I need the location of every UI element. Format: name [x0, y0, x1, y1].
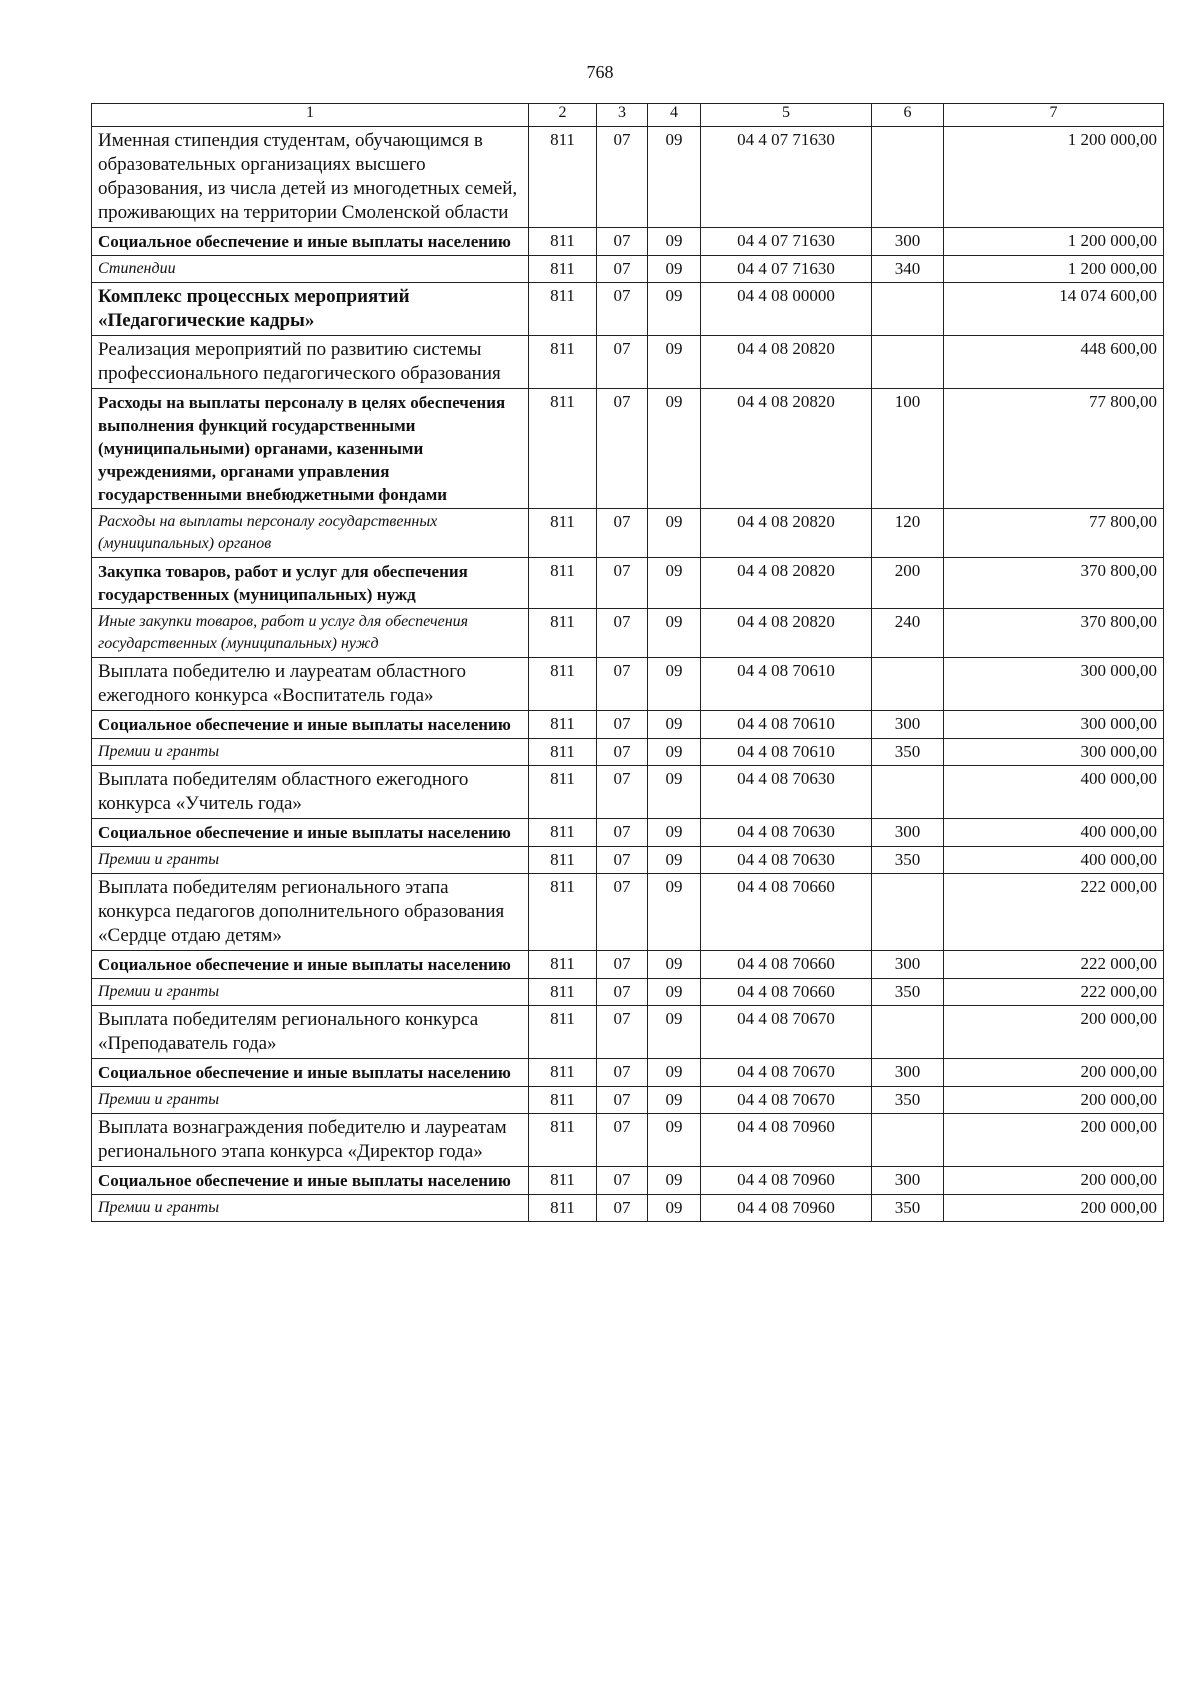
- row-name-cell: Социальное обеспечение и иные выплаты населению: [92, 1167, 529, 1195]
- row-target-article-cell: 04 4 07 71630: [701, 228, 872, 256]
- row-subsection-code-cell: 09: [648, 127, 701, 228]
- row-ministry-code-cell: 811: [529, 847, 597, 874]
- row-subsection-code-cell: 09: [648, 658, 701, 711]
- row-ministry-code-cell: 811: [529, 951, 597, 979]
- row-amount-cell: 77 800,00: [944, 509, 1164, 558]
- row-name-cell: Социальное обеспечение и иные выплаты населению: [92, 228, 529, 256]
- row-subsection-code-cell: 09: [648, 1114, 701, 1167]
- row-name-cell: Социальное обеспечение и иные выплаты населению: [92, 819, 529, 847]
- row-ministry-code-cell: 811: [529, 819, 597, 847]
- row-name-cell: Премии и гранты: [92, 979, 529, 1006]
- row-section-code-cell: 07: [597, 127, 648, 228]
- row-name-cell: Закупка товаров, работ и услуг для обеспечения государственных (муниципальных) нужд: [92, 558, 529, 609]
- row-target-article-cell: 04 4 08 70610: [701, 658, 872, 711]
- row-section-code-cell: 07: [597, 819, 648, 847]
- row-subsection-code-cell: 09: [648, 228, 701, 256]
- row-target-article-cell: 04 4 08 20820: [701, 609, 872, 658]
- row-section-code-cell: 07: [597, 739, 648, 766]
- table-row: [92, 874, 1164, 951]
- table-row: [92, 389, 1164, 509]
- row-ministry-code-cell: 811: [529, 609, 597, 658]
- row-ministry-code-cell: 811: [529, 979, 597, 1006]
- row-expense-type-cell: 100: [872, 389, 944, 509]
- row-expense-type-cell: 300: [872, 1167, 944, 1195]
- column-header: 7: [944, 104, 1164, 127]
- row-ministry-code-cell: 811: [529, 1059, 597, 1087]
- row-subsection-code-cell: 09: [648, 739, 701, 766]
- row-target-article-cell: 04 4 08 20820: [701, 389, 872, 509]
- row-target-article-cell: 04 4 07 71630: [701, 256, 872, 283]
- row-amount-cell: 1 200 000,00: [944, 127, 1164, 228]
- row-ministry-code-cell: 811: [529, 711, 597, 739]
- row-name-cell: Премии и гранты: [92, 739, 529, 766]
- row-subsection-code-cell: 09: [648, 766, 701, 819]
- row-name-cell: Иные закупки товаров, работ и услуг для обеспечения государственных (муниципальных) нужд: [92, 609, 529, 658]
- row-target-article-cell: 04 4 08 70610: [701, 711, 872, 739]
- row-name-cell: Выплата победителям областного ежегодного конкурса «Учитель года»: [92, 766, 529, 819]
- row-amount-cell: 200 000,00: [944, 1006, 1164, 1059]
- table-row: [92, 951, 1164, 979]
- row-subsection-code-cell: 09: [648, 256, 701, 283]
- column-header: 2: [529, 104, 597, 127]
- row-ministry-code-cell: 811: [529, 1114, 597, 1167]
- table-row: [92, 819, 1164, 847]
- row-ministry-code-cell: 811: [529, 766, 597, 819]
- table-row: [92, 658, 1164, 711]
- row-subsection-code-cell: 09: [648, 1087, 701, 1114]
- row-subsection-code-cell: 09: [648, 1167, 701, 1195]
- row-amount-cell: 200 000,00: [944, 1195, 1164, 1222]
- row-expense-type-cell: 300: [872, 951, 944, 979]
- row-amount-cell: 400 000,00: [944, 847, 1164, 874]
- row-amount-cell: 222 000,00: [944, 951, 1164, 979]
- row-expense-type-cell: [872, 336, 944, 389]
- row-target-article-cell: 04 4 08 70610: [701, 739, 872, 766]
- row-section-code-cell: 07: [597, 874, 648, 951]
- table-row: [92, 256, 1164, 283]
- row-ministry-code-cell: 811: [529, 874, 597, 951]
- row-expense-type-cell: 300: [872, 711, 944, 739]
- row-target-article-cell: 04 4 08 70670: [701, 1059, 872, 1087]
- row-subsection-code-cell: 09: [648, 1059, 701, 1087]
- table-row: [92, 979, 1164, 1006]
- column-header: 1: [92, 104, 529, 127]
- row-section-code-cell: 07: [597, 609, 648, 658]
- table-row: [92, 1114, 1164, 1167]
- row-ministry-code-cell: 811: [529, 1167, 597, 1195]
- table-row: [92, 739, 1164, 766]
- row-name-cell: Выплата победителю и лауреатам областного ежегодного конкурса «Воспитатель года»: [92, 658, 529, 711]
- row-name-cell: Премии и гранты: [92, 847, 529, 874]
- row-name-cell: Премии и гранты: [92, 1087, 529, 1114]
- row-expense-type-cell: 200: [872, 558, 944, 609]
- row-subsection-code-cell: 09: [648, 1195, 701, 1222]
- row-name-cell: Выплата победителям регионального конкурса «Преподаватель года»: [92, 1006, 529, 1059]
- row-ministry-code-cell: 811: [529, 739, 597, 766]
- table-row: [92, 609, 1164, 658]
- table-row: [92, 1059, 1164, 1087]
- table-row: [92, 558, 1164, 609]
- row-target-article-cell: 04 4 07 71630: [701, 127, 872, 228]
- column-header: 3: [597, 104, 648, 127]
- row-section-code-cell: 07: [597, 1087, 648, 1114]
- row-subsection-code-cell: 09: [648, 1006, 701, 1059]
- row-target-article-cell: 04 4 08 70670: [701, 1087, 872, 1114]
- table-row: [92, 1087, 1164, 1114]
- row-target-article-cell: 04 4 08 70670: [701, 1006, 872, 1059]
- row-expense-type-cell: 240: [872, 609, 944, 658]
- row-name-cell: Реализация мероприятий по развитию системы профессионального педагогического образования: [92, 336, 529, 389]
- row-amount-cell: 1 200 000,00: [944, 256, 1164, 283]
- row-name-cell: Выплата победителям регионального этапа конкурса педагогов дополнительного образования «Сердце отдаю детям»: [92, 874, 529, 951]
- table-row: [92, 847, 1164, 874]
- row-section-code-cell: 07: [597, 1059, 648, 1087]
- table-row: [92, 127, 1164, 228]
- row-name-cell: Расходы на выплаты персоналу государственных (муниципальных) органов: [92, 509, 529, 558]
- row-amount-cell: 300 000,00: [944, 711, 1164, 739]
- row-expense-type-cell: [872, 874, 944, 951]
- row-subsection-code-cell: 09: [648, 711, 701, 739]
- row-section-code-cell: 07: [597, 1195, 648, 1222]
- table-body: [92, 127, 1164, 1222]
- row-name-cell: Социальное обеспечение и иные выплаты населению: [92, 1059, 529, 1087]
- row-name-cell: Комплекс процессных мероприятий «Педагогические кадры»: [92, 283, 529, 336]
- row-expense-type-cell: 300: [872, 819, 944, 847]
- table-row: [92, 336, 1164, 389]
- row-section-code-cell: 07: [597, 979, 648, 1006]
- row-target-article-cell: 04 4 08 20820: [701, 509, 872, 558]
- row-section-code-cell: 07: [597, 1006, 648, 1059]
- row-amount-cell: 200 000,00: [944, 1114, 1164, 1167]
- row-expense-type-cell: [872, 658, 944, 711]
- row-section-code-cell: 07: [597, 847, 648, 874]
- row-amount-cell: 200 000,00: [944, 1167, 1164, 1195]
- row-ministry-code-cell: 811: [529, 336, 597, 389]
- row-expense-type-cell: 120: [872, 509, 944, 558]
- row-amount-cell: 300 000,00: [944, 658, 1164, 711]
- row-subsection-code-cell: 09: [648, 847, 701, 874]
- row-target-article-cell: 04 4 08 70630: [701, 766, 872, 819]
- row-ministry-code-cell: 811: [529, 658, 597, 711]
- row-name-cell: Стипендии: [92, 256, 529, 283]
- row-ministry-code-cell: 811: [529, 127, 597, 228]
- row-expense-type-cell: [872, 1114, 944, 1167]
- row-expense-type-cell: [872, 766, 944, 819]
- row-ministry-code-cell: 811: [529, 509, 597, 558]
- row-amount-cell: 1 200 000,00: [944, 228, 1164, 256]
- row-ministry-code-cell: 811: [529, 1087, 597, 1114]
- row-amount-cell: 200 000,00: [944, 1087, 1164, 1114]
- row-amount-cell: 400 000,00: [944, 819, 1164, 847]
- row-ministry-code-cell: 811: [529, 256, 597, 283]
- row-section-code-cell: 07: [597, 509, 648, 558]
- row-subsection-code-cell: 09: [648, 283, 701, 336]
- row-subsection-code-cell: 09: [648, 951, 701, 979]
- row-expense-type-cell: 350: [872, 1195, 944, 1222]
- row-section-code-cell: 07: [597, 658, 648, 711]
- table-row: [92, 766, 1164, 819]
- row-ministry-code-cell: 811: [529, 228, 597, 256]
- row-amount-cell: 370 800,00: [944, 558, 1164, 609]
- row-amount-cell: 77 800,00: [944, 389, 1164, 509]
- row-amount-cell: 400 000,00: [944, 766, 1164, 819]
- row-target-article-cell: 04 4 08 70630: [701, 819, 872, 847]
- row-amount-cell: 200 000,00: [944, 1059, 1164, 1087]
- column-header: 6: [872, 104, 944, 127]
- row-section-code-cell: 07: [597, 1114, 648, 1167]
- row-section-code-cell: 07: [597, 766, 648, 819]
- row-expense-type-cell: [872, 1006, 944, 1059]
- row-target-article-cell: 04 4 08 70660: [701, 979, 872, 1006]
- row-target-article-cell: 04 4 08 70960: [701, 1167, 872, 1195]
- table-row: [92, 1195, 1164, 1222]
- row-section-code-cell: 07: [597, 951, 648, 979]
- row-expense-type-cell: [872, 127, 944, 228]
- row-section-code-cell: 07: [597, 1167, 648, 1195]
- row-subsection-code-cell: 09: [648, 874, 701, 951]
- row-expense-type-cell: 300: [872, 228, 944, 256]
- row-subsection-code-cell: 09: [648, 979, 701, 1006]
- table-row: [92, 283, 1164, 336]
- row-amount-cell: 300 000,00: [944, 739, 1164, 766]
- row-section-code-cell: 07: [597, 711, 648, 739]
- row-target-article-cell: 04 4 08 70960: [701, 1195, 872, 1222]
- row-expense-type-cell: [872, 283, 944, 336]
- row-subsection-code-cell: 09: [648, 389, 701, 509]
- row-section-code-cell: 07: [597, 389, 648, 509]
- row-name-cell: Социальное обеспечение и иные выплаты населению: [92, 951, 529, 979]
- row-target-article-cell: 04 4 08 70960: [701, 1114, 872, 1167]
- row-target-article-cell: 04 4 08 00000: [701, 283, 872, 336]
- column-header: 5: [701, 104, 872, 127]
- row-expense-type-cell: 300: [872, 1059, 944, 1087]
- row-subsection-code-cell: 09: [648, 336, 701, 389]
- row-amount-cell: 448 600,00: [944, 336, 1164, 389]
- row-amount-cell: 222 000,00: [944, 979, 1164, 1006]
- budget-table: [91, 103, 1164, 1222]
- row-name-cell: Расходы на выплаты персоналу в целях обеспечения выполнения функций государственными (муниципальными) органами, казенными учреждениями, органами управления государственными внебюджетными фондами: [92, 389, 529, 509]
- row-expense-type-cell: 350: [872, 979, 944, 1006]
- row-target-article-cell: 04 4 08 70630: [701, 847, 872, 874]
- row-amount-cell: 14 074 600,00: [944, 283, 1164, 336]
- row-name-cell: Социальное обеспечение и иные выплаты населению: [92, 711, 529, 739]
- row-expense-type-cell: 340: [872, 256, 944, 283]
- row-name-cell: Именная стипендия студентам, обучающимся в образовательных организациях высшего образования, из числа детей из многодетных семей, проживающих на территории Смоленской области: [92, 127, 529, 228]
- row-section-code-cell: 07: [597, 228, 648, 256]
- table-row: [92, 509, 1164, 558]
- row-section-code-cell: 07: [597, 283, 648, 336]
- row-target-article-cell: 04 4 08 20820: [701, 336, 872, 389]
- row-target-article-cell: 04 4 08 70660: [701, 951, 872, 979]
- table-row: [92, 1006, 1164, 1059]
- table-row: [92, 711, 1164, 739]
- row-expense-type-cell: 350: [872, 1087, 944, 1114]
- row-target-article-cell: 04 4 08 20820: [701, 558, 872, 609]
- row-name-cell: Премии и гранты: [92, 1195, 529, 1222]
- row-target-article-cell: 04 4 08 70660: [701, 874, 872, 951]
- row-section-code-cell: 07: [597, 558, 648, 609]
- row-amount-cell: 222 000,00: [944, 874, 1164, 951]
- row-ministry-code-cell: 811: [529, 283, 597, 336]
- row-section-code-cell: 07: [597, 256, 648, 283]
- row-name-cell: Выплата вознаграждения победителю и лауреатам регионального этапа конкурса «Директор года»: [92, 1114, 529, 1167]
- row-section-code-cell: 07: [597, 336, 648, 389]
- table-row: [92, 228, 1164, 256]
- row-expense-type-cell: 350: [872, 739, 944, 766]
- table-row: [92, 1167, 1164, 1195]
- row-amount-cell: 370 800,00: [944, 609, 1164, 658]
- row-ministry-code-cell: 811: [529, 558, 597, 609]
- row-ministry-code-cell: 811: [529, 389, 597, 509]
- row-subsection-code-cell: 09: [648, 509, 701, 558]
- column-header-row: [92, 104, 1164, 127]
- row-subsection-code-cell: 09: [648, 819, 701, 847]
- row-subsection-code-cell: 09: [648, 609, 701, 658]
- row-ministry-code-cell: 811: [529, 1195, 597, 1222]
- column-header: 4: [648, 104, 701, 127]
- row-expense-type-cell: 350: [872, 847, 944, 874]
- page-number: 768: [586, 62, 614, 82]
- row-ministry-code-cell: 811: [529, 1006, 597, 1059]
- row-subsection-code-cell: 09: [648, 558, 701, 609]
